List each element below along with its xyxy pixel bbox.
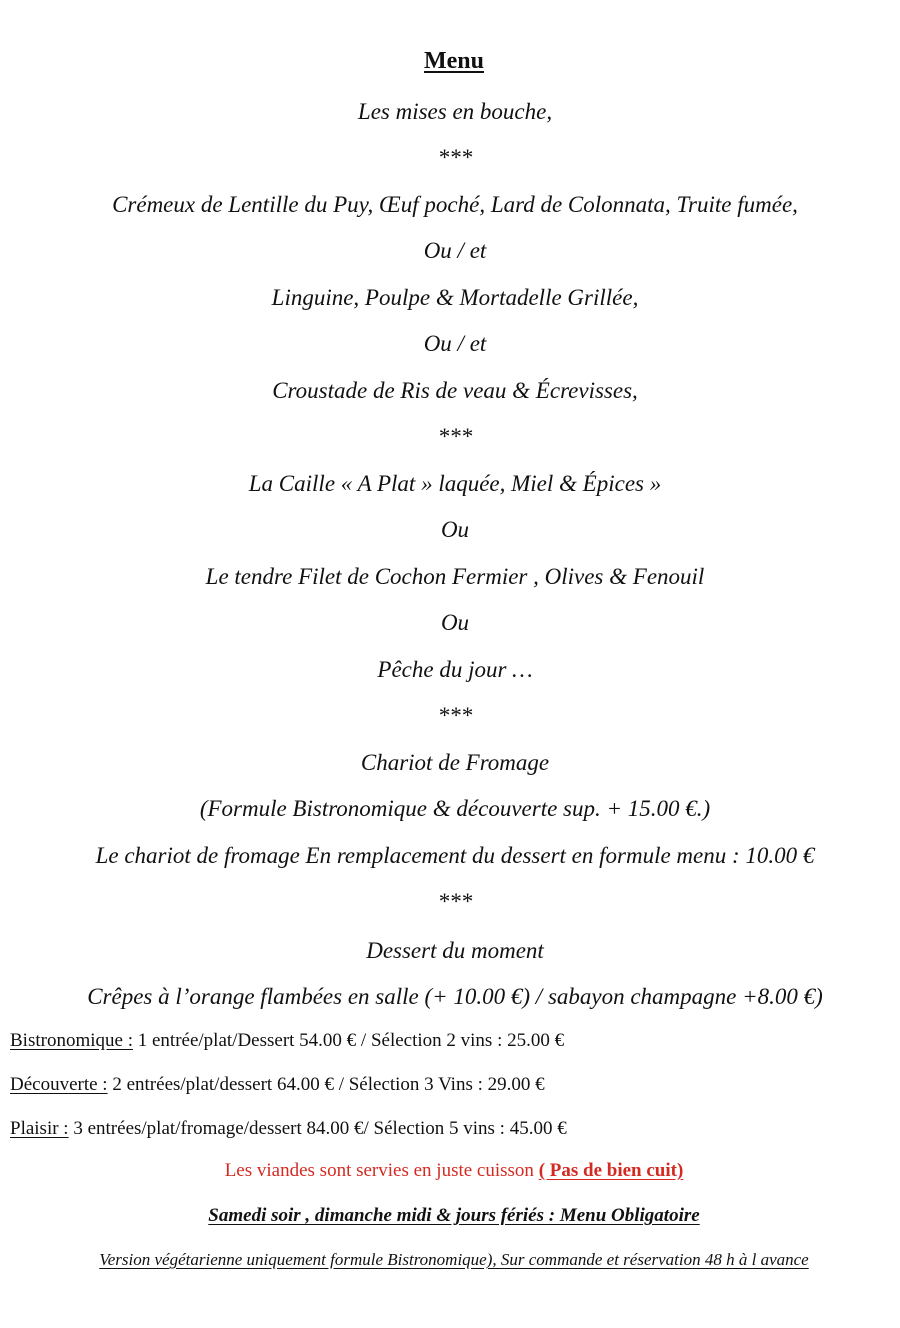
meat-cooking-note	[0, 1160, 900, 1182]
menu-separator: ***	[437, 889, 473, 914]
formula-row	[10, 1116, 567, 1142]
formula-details: 1 entrée/plat/Dessert 54.00 € / Sélection 2 vins : 25.00 €	[132, 1030, 565, 1051]
menu-separator: ***	[437, 145, 473, 170]
menu-line: Le tendre Filet de Cochon Fermier , Olives & Fenouil	[205, 564, 705, 589]
meat-note-text: Les viandes sont servies en juste cuisson	[224, 1160, 539, 1181]
meat-note-emphasis: ( Pas de bien cuit)	[538, 1160, 684, 1181]
menu-line: Chariot de Fromage	[360, 750, 550, 775]
menu-separator: ***	[437, 703, 473, 728]
vegetarian-note: Version végétarienne uniquement formule Bistronomique), Sur commande et réservation 48 h à l avance	[99, 1250, 809, 1269]
menu-line: Crêpes à l’orange flambées en salle (+ 10.00 €) / sabayon champagne +8.00 €)	[87, 984, 823, 1009]
menu-line: Crémeux de Lentille du Puy, Œuf poché, Lard de Colonnata, Truite fumée,	[112, 192, 798, 217]
mandatory-menu-note: Samedi soir , dimanche midi & jours fériés : Menu Obligatoire	[208, 1205, 700, 1226]
menu-connector: Ou / et	[423, 331, 487, 356]
formula-name: Bistronomique :	[10, 1030, 133, 1051]
formula-row	[10, 1028, 564, 1054]
menu-line: La Caille « A Plat » laquée, Miel & Épices »	[248, 471, 662, 496]
menu-line: (Formule Bistronomique & découverte sup. + 15.00 €.)	[199, 796, 711, 821]
menu-line: Le chariot de fromage En remplacement du dessert en formule menu : 10.00 €	[95, 843, 815, 868]
menu-line: Croustade de Ris de veau & Écrevisses,	[272, 378, 638, 403]
menu-line: Linguine, Poulpe & Mortadelle Grillée,	[271, 285, 639, 310]
menu-connector: Ou	[440, 517, 470, 542]
menu-connector: Ou / et	[423, 238, 487, 263]
formula-name: Découverte :	[10, 1074, 108, 1095]
menu-connector: Ou	[440, 610, 470, 635]
menu-line: Dessert du moment	[366, 938, 544, 963]
formula-details: 3 entrées/plat/fromage/dessert 84.00 €/ Sélection 5 vins : 45.00 €	[68, 1118, 567, 1139]
formula-name: Plaisir :	[10, 1118, 69, 1139]
formula-details: 2 entrées/plat/dessert 64.00 € / Sélection 3 Vins : 29.00 €	[107, 1074, 545, 1095]
menu-separator: ***	[437, 424, 473, 449]
menu-title: Menu	[424, 48, 484, 74]
menu-line: Pêche du jour …	[377, 657, 533, 682]
menu-line: Les mises en bouche,	[357, 99, 553, 124]
formula-row	[10, 1072, 545, 1098]
